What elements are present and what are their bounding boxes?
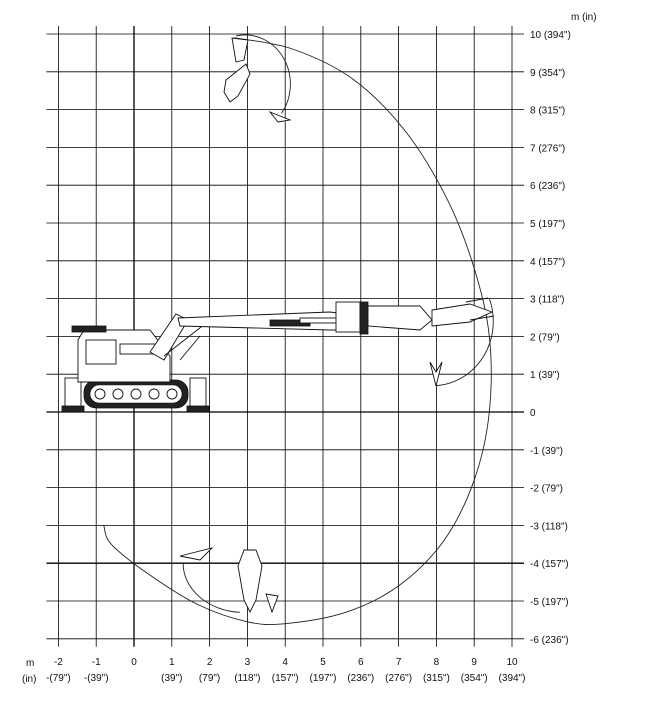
outrigger-right <box>187 378 209 412</box>
y-tick-label: 1 (39") <box>530 370 560 382</box>
y-tick-label: -6 (236") <box>530 634 569 646</box>
x-axis-unit-m: m <box>26 658 35 669</box>
y-tick-label: 5 (197") <box>530 219 566 230</box>
x-tick-label-m: 0 <box>131 656 137 668</box>
x-tick-label-m: 6 <box>358 656 364 668</box>
y-tick-label: -5 (197") <box>530 597 569 608</box>
y-tick-label: -4 (157") <box>530 559 569 571</box>
y-axis-labels <box>530 30 571 646</box>
x-tick-label-m: -1 <box>91 656 101 668</box>
x-tick-label-m: 1 <box>169 656 175 668</box>
x-tick-label-m: 2 <box>206 656 213 668</box>
x-tick-label-in: -(39") <box>83 672 109 684</box>
x-tick-label-m: 3 <box>244 656 251 668</box>
reach-envelope-curve <box>104 38 491 625</box>
x-tick-label-in: (197") <box>309 672 337 684</box>
x-tick-label-m: 7 <box>395 656 402 668</box>
y-tick-label: -1 (39") <box>530 445 564 457</box>
x-tick-label-m: 10 <box>506 656 518 668</box>
tool-swing-arc <box>183 563 240 612</box>
y-tick-label: 7 (276") <box>530 143 566 155</box>
outrigger-left <box>62 378 84 412</box>
x-tick-label-in: (394") <box>498 672 526 684</box>
y-axis-unit-label: m (in) <box>571 12 597 23</box>
demolition-machine <box>62 38 494 612</box>
x-axis-labels <box>46 657 525 684</box>
x-tick-label-m: 4 <box>282 656 288 668</box>
x-tick-label-m: 5 <box>320 656 326 668</box>
x-tick-label-in: (276") <box>385 672 413 684</box>
x-axis-unit-in: (in) <box>22 674 37 685</box>
y-tick-label: 6 (236") <box>530 181 566 193</box>
tool-bottom <box>180 548 278 612</box>
x-tick-label-in: (118") <box>234 672 261 684</box>
x-tick-label-in: (79") <box>198 672 221 684</box>
y-tick-label: -3 (118") <box>530 521 568 533</box>
x-tick-label-in: (354") <box>460 672 488 684</box>
track-assembly <box>84 380 188 408</box>
x-tick-label-in: (39") <box>161 672 183 684</box>
y-tick-label: 3 (118") <box>530 294 565 306</box>
y-tick-label: 0 <box>530 408 536 419</box>
y-tick-label: 8 (315") <box>530 105 566 117</box>
x-tick-label-in: (315") <box>422 672 450 684</box>
x-tick-label-m: 9 <box>471 656 477 668</box>
y-tick-label: 10 (394") <box>530 30 571 41</box>
arm-and-crusher <box>336 298 494 334</box>
x-tick-label-in: -(79") <box>46 672 71 684</box>
x-tick-label-m: -2 <box>53 656 63 668</box>
y-tick-label: -2 (79") <box>530 483 564 495</box>
y-tick-label: 4 (157") <box>530 256 566 268</box>
y-tick-label: 2 (79") <box>530 332 560 344</box>
x-tick-label-in: (157") <box>271 672 299 684</box>
x-tick-label-in: (236") <box>347 672 375 684</box>
x-tick-label-m: 8 <box>433 656 440 668</box>
y-tick-label: 9 (354") <box>530 67 566 79</box>
